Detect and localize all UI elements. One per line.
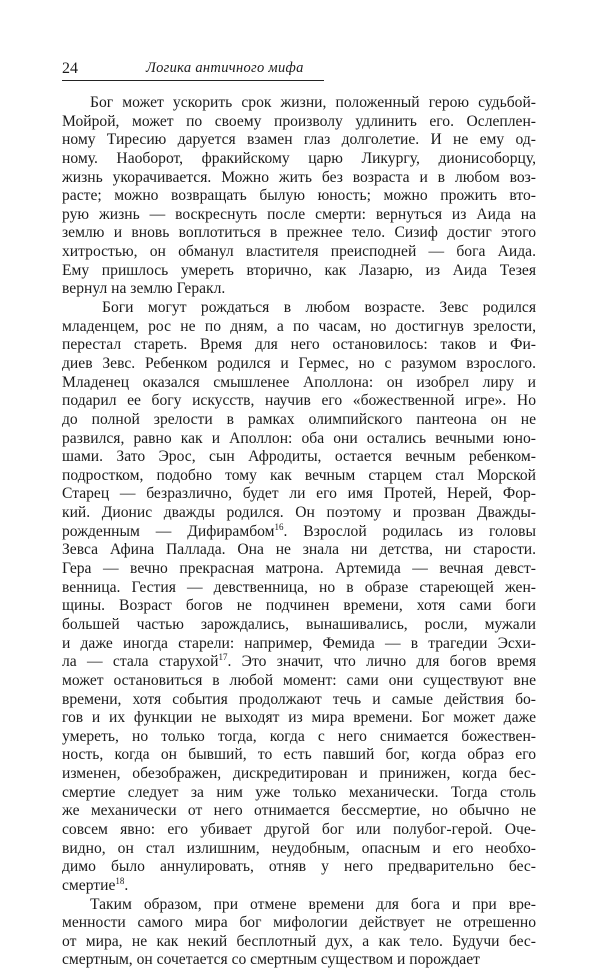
text-line: димо было аннулировать, отняв у него предварительно бес- bbox=[62, 858, 536, 876]
text-line: вернул на землю Геракл. bbox=[62, 280, 226, 298]
text-line: щины. Возраст богов не подчинен времени, хотя сами боги bbox=[62, 597, 536, 615]
text-line: видно, он стал излишним, неудобным, опасным и его необхо- bbox=[62, 839, 536, 857]
text-line: ному Тиресию даруется взамен глаз долголетие. И не ему од- bbox=[62, 131, 536, 149]
text-line: же механически от него отнимается бессмертие, но обычно не bbox=[62, 802, 536, 820]
text-line: и даже иногда старели: например, Фемида — в трагедии Эсхи- bbox=[62, 634, 536, 652]
text-line: венница. Гестия — девственница, но в образе стареющей жен- bbox=[62, 578, 536, 596]
page-number: 24 bbox=[62, 60, 78, 77]
running-head bbox=[62, 58, 534, 82]
text-line bbox=[62, 523, 536, 542]
text-line: ному. Наоборот, фракийскому царю Ликургу, дионисоборцу, bbox=[62, 149, 536, 167]
header-rule bbox=[62, 80, 324, 81]
text-line: от мира, не как некий бесплотный дух, а как тело. Будучи бес- bbox=[62, 932, 536, 950]
footnote-marker: 18 bbox=[115, 876, 125, 886]
text-line: Младенец оказался смышленее Аполлона: он изобрел лиру и bbox=[62, 373, 536, 391]
text-line: Мойрой, может по своему произволу удлинить его. Ослеплен- bbox=[62, 112, 536, 130]
text-line: времени, хотя события продолжают течь и самые действия бо- bbox=[62, 690, 536, 708]
text-line: кий. Дионис дважды родился. Он поэтому и прозван Дважды- bbox=[62, 504, 536, 522]
footnote-marker: 17 bbox=[218, 653, 228, 663]
text-line: до полной зрелости в рамках олимпийского пантеона он не bbox=[62, 410, 536, 428]
text-line: гов и их функции не выходят из мира времени. Бог может даже bbox=[62, 709, 536, 727]
text-line: перестал стареть. Время для него остановилось: таков и Фи- bbox=[62, 336, 536, 354]
text-segment: . Это значит, что лично для богов время bbox=[227, 653, 536, 671]
text-line: может остановиться в любой момент: сами они существуют вне bbox=[62, 671, 536, 689]
text-line bbox=[62, 653, 536, 672]
text-line: землю и вновь воплотиться в прежнее тело. Сизиф достиг этого bbox=[62, 224, 536, 242]
text-line: Старец — безразлично, будет ли его имя Протей, Нерей, Фор- bbox=[62, 485, 536, 503]
running-title: Логика античного мифа bbox=[146, 60, 304, 76]
text-line: совсем явно: его убивает другой бог или полубог-герой. Оче- bbox=[62, 820, 536, 838]
text-line: хитростью, он обманул властителя преисподней — бога Аида. bbox=[62, 243, 536, 261]
text-line: смертие следует за ним уже только механически. Тогда столь bbox=[62, 783, 536, 801]
text-line: развился, равно как и Аполлон: оба они остались вечными юно- bbox=[62, 429, 536, 447]
text-line: ность, когда он бывший, то есть павший бог, когда образ его bbox=[62, 746, 536, 764]
text-line: расте; можно возвращать былую юность; можно прожить вто- bbox=[62, 187, 536, 205]
text-line: подарил ее богу искусств, научив его «божественной игре». Но bbox=[62, 392, 536, 410]
text-segment: смертие bbox=[62, 876, 116, 894]
text-line: жизнь укорачивается. Можно жить без возраста и в любом воз- bbox=[62, 168, 536, 186]
text-line: Зевса Афина Паллада. Она не знала ни детства, ни старости. bbox=[62, 541, 536, 559]
text-line: диев Зевс. Ребенком родился и Гермес, но с разумом взрослого. bbox=[62, 354, 536, 372]
text-segment: рожденным — Дифирамбом bbox=[62, 522, 275, 540]
text-line: большей частью зарождались, вынашивались, росли, мужали bbox=[62, 615, 536, 633]
text-line: менности самого мира бог мифологии действует не отрешенно bbox=[62, 914, 536, 932]
text-line: шами. Зато Эрос, сын Афродиты, остается вечным ребенком- bbox=[62, 448, 536, 466]
text-line: Бог может ускорить срок жизни, положенный герою судьбой- bbox=[90, 94, 536, 111]
text-line: изменен, обезображен, дискредитирован и принижен, когда бес- bbox=[62, 765, 536, 783]
text-segment: . bbox=[124, 876, 129, 894]
text-line: Гера — вечно прекрасная матрона. Артемида — вечная девст- bbox=[62, 560, 536, 578]
text-segment: ла — стала старухой bbox=[62, 653, 219, 671]
text-line bbox=[62, 877, 536, 896]
text-line: Боги могут рождаться в любом возрасте. Зевс родился bbox=[102, 299, 536, 317]
text-line: подростком, подобно тому как вечным старцем стал Морской bbox=[62, 466, 536, 484]
footnote-marker: 16 bbox=[274, 522, 284, 532]
text-line: умереть, но только тогда, когда с него снимается божествен- bbox=[62, 727, 536, 745]
text-line: рую жизнь — воскреснуть после смерти: вернуться из Аида на bbox=[62, 205, 536, 223]
text-line: Ему пришлось умереть вторично, как Лазарю, из Аида Тезея bbox=[62, 261, 536, 279]
text-segment: . Взрослой родилась из головы bbox=[283, 522, 536, 540]
body-text bbox=[62, 94, 536, 970]
text-line: Таким образом, при отмене времени для бога и при вре- bbox=[90, 895, 536, 913]
text-line: смертным, он сочетается со смертным существом и порождает bbox=[62, 951, 480, 969]
text-line: младенцем, рос не по дням, а по часам, но достигнув зрелости, bbox=[62, 317, 536, 335]
